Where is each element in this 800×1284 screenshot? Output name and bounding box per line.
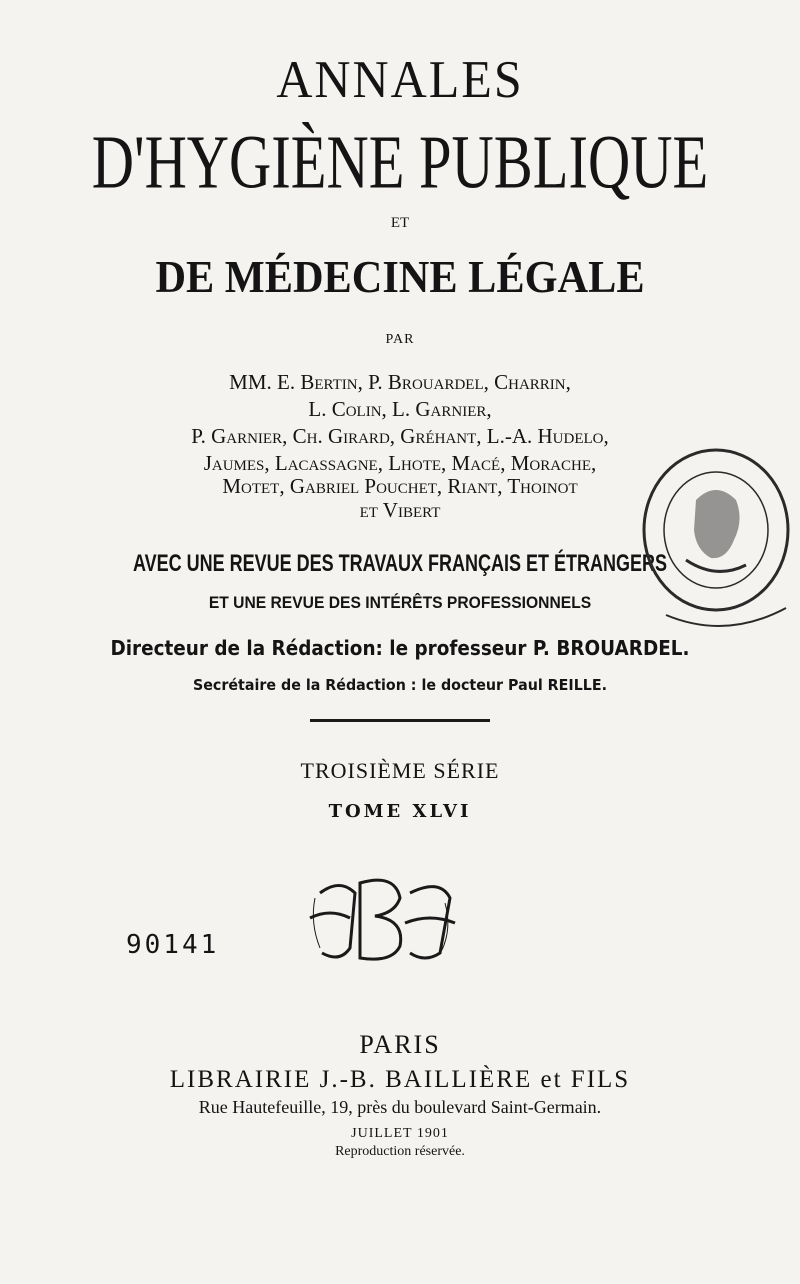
imprint-publisher: LIBRAIRIE J.-B. BAILLIÈRE et FILS — [169, 1066, 631, 1093]
imprint-city: PARIS — [359, 1030, 441, 1059]
title-conjunction: ET — [390, 215, 410, 231]
imprint-address: Rue Hautefeuille, 19, près du boulevard Saint-Germain. — [198, 1097, 602, 1117]
imprint-date: JUILLET 1901 — [351, 1126, 449, 1141]
directeur-line: Directeur de la Rédaction: le professeur P. BROUARDEL. — [110, 636, 690, 660]
authors-line: Jaumes, Lacassagne, Lhote, Macé, Morache, — [203, 451, 597, 475]
authors-line: et Vibert — [359, 498, 441, 522]
authors-line: L. Colin, L. Garnier, — [308, 397, 492, 421]
authors-line: P. Garnier, Ch. Girard, Gréhant, L.-A. Hudelo, — [191, 424, 609, 448]
revue-line-interets: ET UNE REVUE DES INTÉRÊTS PROFESSIONNELS — [208, 593, 592, 612]
secretaire-line: Secrétaire de la Rédaction : le docteur Paul REILLE. — [192, 676, 608, 694]
title-line-hygiene: D'HYGIÈNE PUBLIQUE — [91, 119, 709, 205]
authors-line: Motet, Gabriel Pouchet, Riant, Thoinot — [222, 474, 578, 498]
tome-label: TOME XLVI — [328, 801, 472, 822]
divider-rule — [310, 719, 490, 722]
library-stamp-icon — [626, 440, 794, 660]
authors-line: MM. E. Bertin, P. Brouardel, Charrin, — [229, 370, 571, 394]
inventory-number: 90141 — [126, 930, 220, 960]
title-line-annales: ANNALES — [276, 49, 524, 109]
publisher-monogram-icon — [300, 868, 460, 968]
imprint-rights: Reproduction réservée. — [335, 1144, 465, 1159]
par-label: PAR — [385, 332, 415, 347]
serie-label: TROISIÈME SÉRIE — [300, 758, 500, 783]
title-line-medecine: DE MÉDECINE LÉGALE — [155, 251, 645, 302]
revue-line-travaux: AVEC UNE REVUE DES TRAVAUX FRANÇAIS ET ÉTRANGERS — [132, 550, 668, 577]
